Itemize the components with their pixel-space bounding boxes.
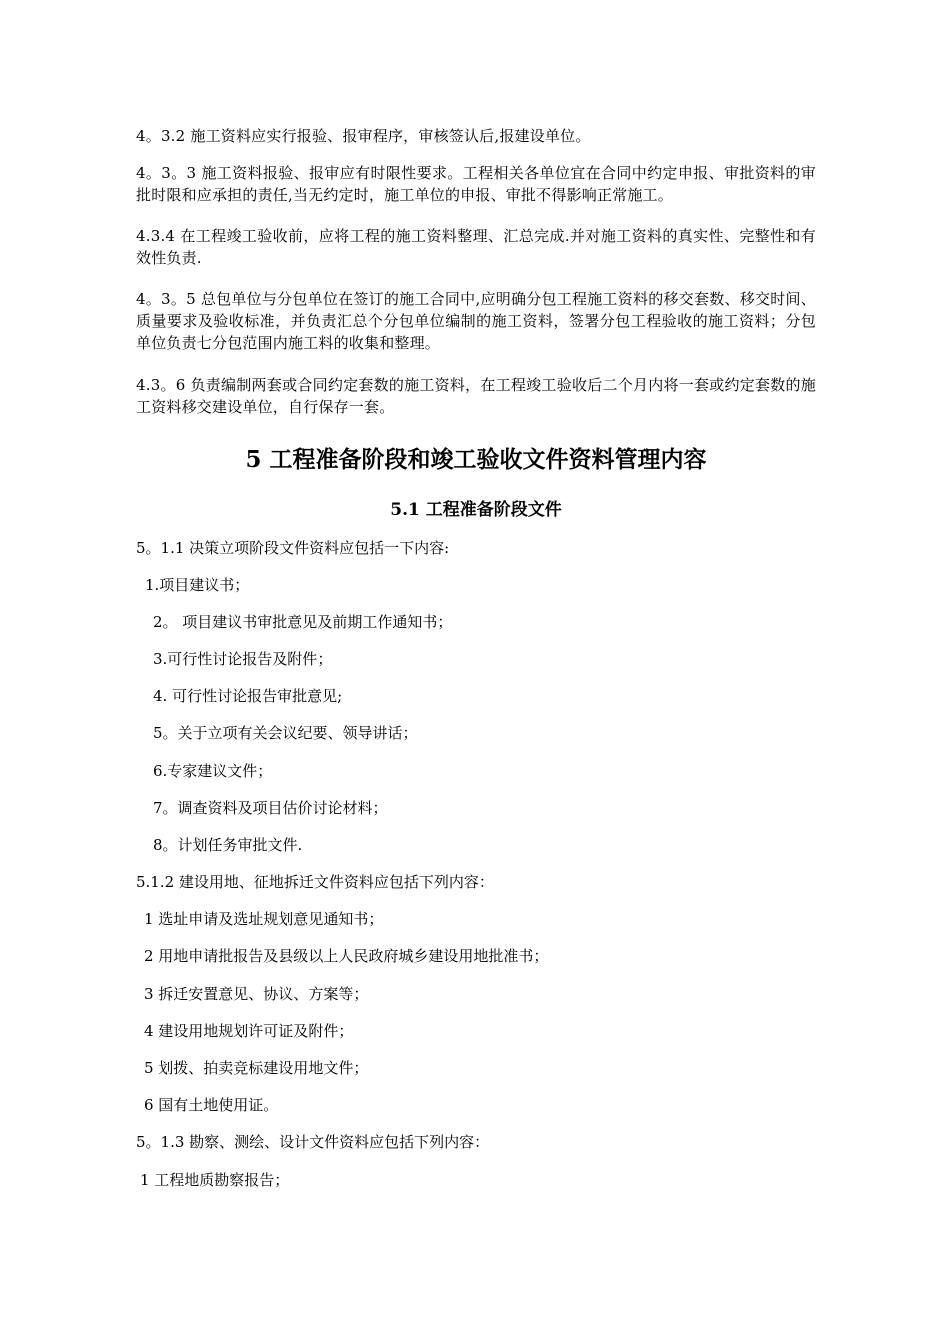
- list-item: 1 选址申请及选址规划意见通知书；: [144, 910, 384, 928]
- list-item: 6 国有土地使用证。: [144, 1096, 279, 1114]
- section-subtitle: 5.1 工程准备阶段文件: [390, 500, 562, 520]
- clause-heading-5-1-2: 5.1.2 建设用地、征地拆迁文件资料应包括下列内容：: [136, 873, 494, 891]
- paragraph-4-3-2: 4。3.2 施工资料应实行报验、报审程序，审核签认后,报建设单位。: [136, 127, 591, 145]
- list-item: 3.可行性讨论报告及附件；: [153, 650, 333, 668]
- list-item: 1 工程地质勘察报告；: [140, 1171, 290, 1189]
- clause-heading-5-1-3: 5。1.3 勘察、测绘、设计文件资料应包括下列内容：: [136, 1133, 490, 1151]
- clause-heading-5-1-1: 5。1.1 决策立项阶段文件资料应包括一下内容:: [136, 539, 450, 557]
- list-item: 1.项目建议书；: [145, 576, 250, 594]
- list-item: 4. 可行性讨论报告审批意见;: [153, 687, 343, 705]
- section-title: 5 工程准备阶段和竣工验收文件资料管理内容: [245, 446, 707, 473]
- list-item: 2 用地申请批报告及县级以上人民政府城乡建设用地批准书；: [144, 947, 549, 965]
- paragraph-4-3-6: 4.3。6 负责编制两套或合同约定套数的施工资料，在工程竣工验收后二个月内将一套或约定套数的施工资料移交建设单位，自行保存一套。: [136, 376, 816, 416]
- list-item: 3 拆迁安置意见、协议、方案等；: [144, 985, 369, 1003]
- list-item: 7。调查资料及项目估价讨论材料；: [153, 799, 388, 817]
- list-item: 8。计划任务审批文件.: [153, 836, 303, 854]
- paragraph-4-3-4: 4.3.4 在工程竣工验收前，应将工程的施工资料整理、汇总完成.并对施工资料的真实性、完整性和有效性负责.: [136, 227, 816, 267]
- list-item: 6.专家建议文件；: [153, 762, 273, 780]
- list-item: 5。关于立项有关会议纪要、领导讲话；: [153, 724, 418, 742]
- list-item: 4 建设用地规划许可证及附件；: [144, 1022, 354, 1040]
- paragraph-4-3-3: 4。3。3 施工资料报验、报审应有时限性要求。工程相关各单位宜在合同中约定申报、审批资料的审批时限和应承担的责任,当无约定时，施工单位的申报、审批不得影响正常施工。: [136, 164, 816, 204]
- paragraph-4-3-5: 4。3。5 总包单位与分包单位在签订的施工合同中,应明确分包工程施工资料的移交套数、移交时间、质量要求及验收标准，并负责汇总个分包单位编制的施工资料，签署分包工程验收的施工资料；分包单位负责七分包范围内施工料的收集和整理。: [136, 290, 816, 352]
- list-item: 5 划拨、拍卖竞标建设用地文件；: [144, 1059, 369, 1077]
- list-item: 2。 项目建议书审批意见及前期工作通知书；: [153, 613, 453, 631]
